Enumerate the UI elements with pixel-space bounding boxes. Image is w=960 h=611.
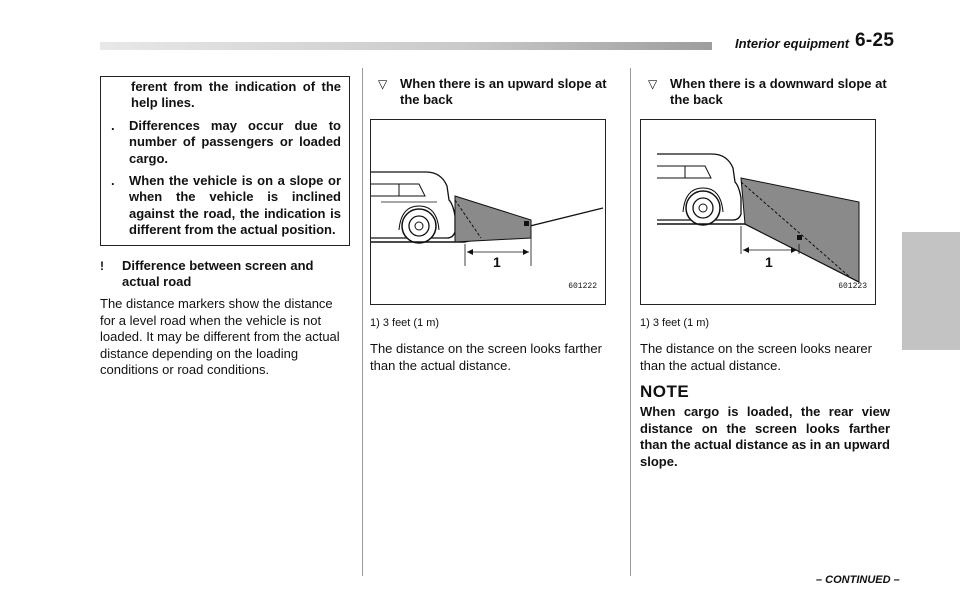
column-divider-2 xyxy=(630,68,631,576)
subsection-heading xyxy=(370,76,620,109)
body-paragraph: The distance markers show the distance for a level road when the vehicle is not loaded. It may be different from the actual distance depending on the loading conditions or road conditions. xyxy=(100,296,340,378)
column-divider-1 xyxy=(362,68,363,576)
page-number: 6-25 xyxy=(855,30,895,51)
figure-label: 1 xyxy=(765,253,773,270)
body-paragraph: The distance on the screen looks nearer than the actual distance. xyxy=(640,341,872,373)
subsection-heading xyxy=(640,76,890,109)
chapter-tab xyxy=(902,232,960,350)
heading-text: When there is a downward slope at the back xyxy=(670,76,887,108)
body-paragraph: The distance on the screen looks farther than the actual distance. xyxy=(370,341,602,373)
subsection-heading xyxy=(100,258,350,291)
heading-text: Difference between screen and actual road xyxy=(122,257,314,290)
heading-marker: ! xyxy=(100,258,104,273)
bullet-text: When the vehicle is on a slope or when the vehicle is inclined against the road, the indication is different from the actual position. xyxy=(129,173,341,238)
figure-caption: 1) 3 feet (1 m) xyxy=(640,316,710,329)
figure-label: 1 xyxy=(493,253,501,270)
upward-slope-figure xyxy=(370,119,606,305)
bullet-item xyxy=(109,118,341,167)
column-2 xyxy=(370,76,620,374)
continuation-box xyxy=(100,76,350,246)
note-title: NOTE xyxy=(640,382,690,402)
triangle-marker-icon: ▽ xyxy=(378,77,388,91)
triangle-marker-icon: ▽ xyxy=(648,77,658,91)
upward-slope-illustration xyxy=(371,120,605,304)
bullet-item xyxy=(109,173,341,239)
bullet-dot: . xyxy=(111,117,115,133)
header-rule xyxy=(100,42,712,50)
note-text: When cargo is loaded, the rear view distance on the screen looks farther than the actual distance as in an upward slope. xyxy=(640,404,890,469)
figure-code: 601223 xyxy=(838,282,867,292)
heading-text: When there is an upward slope at the back xyxy=(400,76,607,108)
section-title: Interior equipment xyxy=(735,36,850,51)
bullet-text: Differences may occur due to number of passengers or loaded cargo. xyxy=(129,117,341,166)
continued-marker: – CONTINUED – xyxy=(816,574,900,586)
figure-code: 601222 xyxy=(568,282,597,292)
column-1 xyxy=(100,76,350,379)
box-text: ferent from the indication of the help lines. xyxy=(131,79,341,111)
downward-slope-illustration xyxy=(641,120,875,304)
figure-caption: 1) 3 feet (1 m) xyxy=(370,316,440,329)
column-3 xyxy=(640,76,890,483)
bullet-dot: . xyxy=(111,173,115,189)
downward-slope-figure xyxy=(640,119,876,305)
